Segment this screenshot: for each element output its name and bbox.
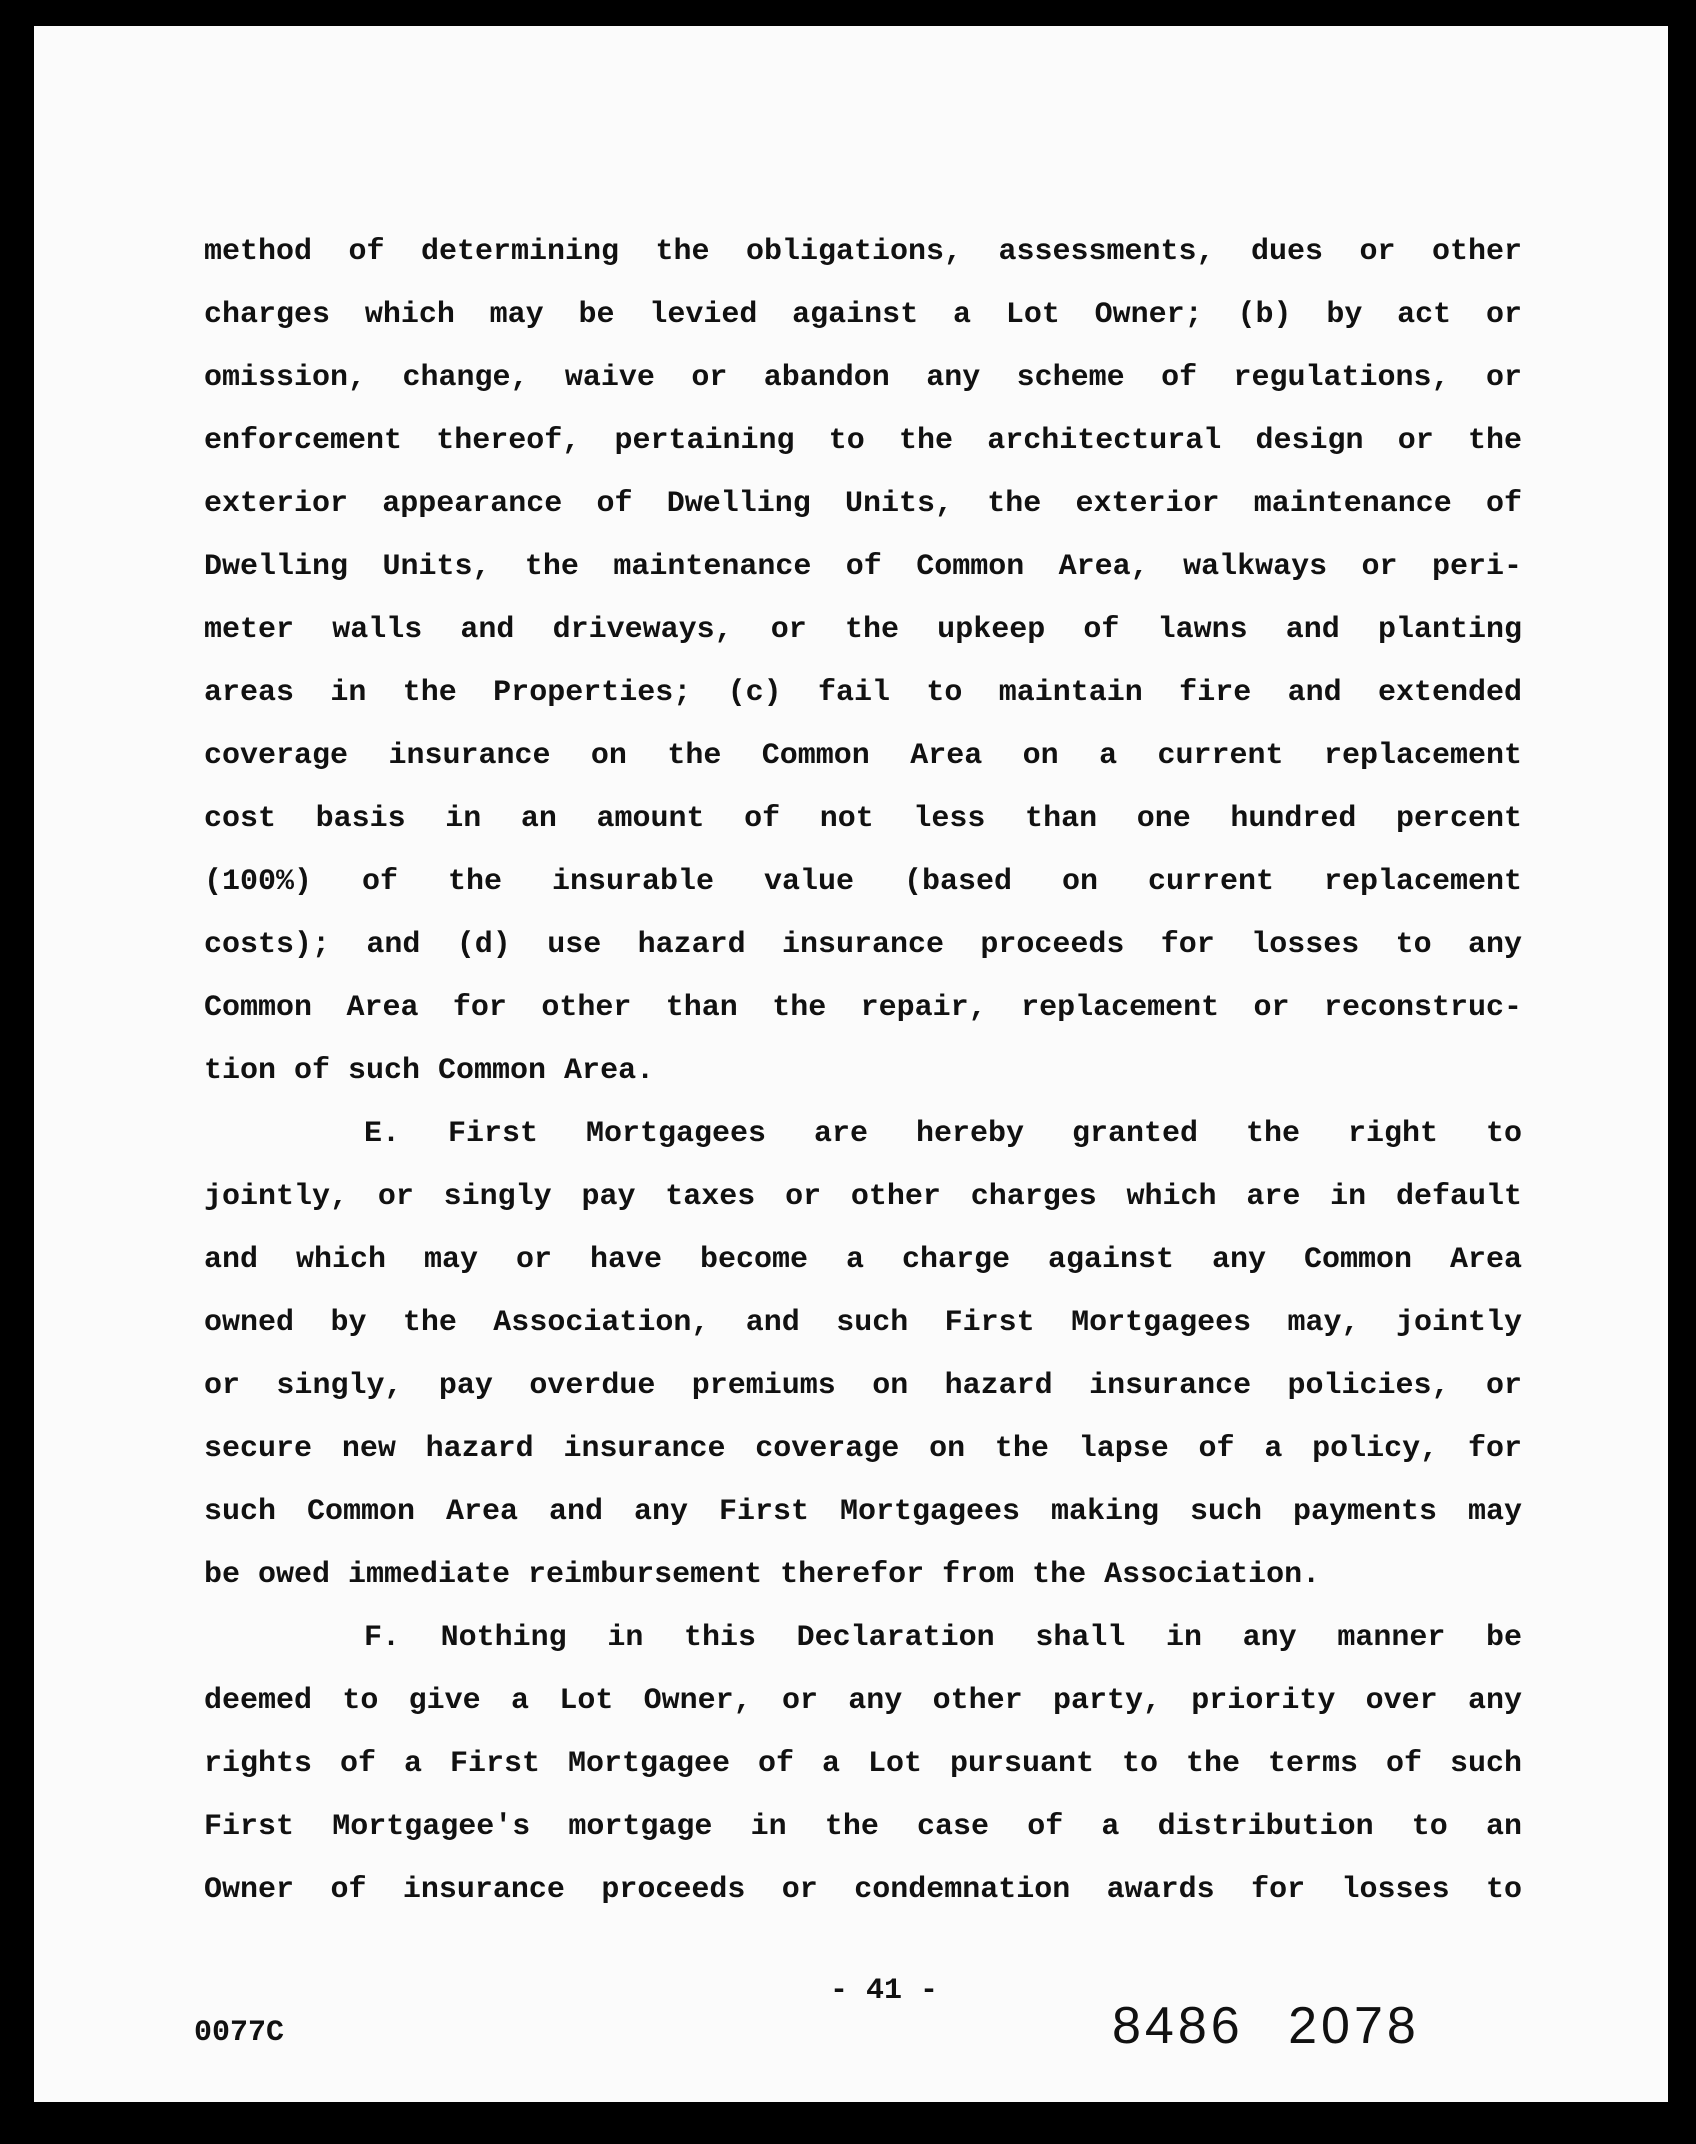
text-line: deemed to give a Lot Owner, or any other party, priority over any <box>204 1684 1522 1718</box>
text-line: Common Area for other than the repair, replacement or reconstruc- <box>204 991 1522 1025</box>
text-line: areas in the Properties; (c) fail to maintain fire and extended <box>204 676 1522 710</box>
text-line: jointly, or singly pay taxes or other charges which are in default <box>204 1180 1522 1214</box>
text-line: owned by the Association, and such First Mortgagees may, jointly <box>204 1306 1522 1340</box>
text-line: method of determining the obligations, assessments, dues or other <box>204 235 1522 269</box>
text-line: rights of a First Mortgagee of a Lot pursuant to the terms of such <box>204 1747 1522 1781</box>
text-line: Dwelling Units, the maintenance of Common Area, walkways or peri- <box>204 550 1522 584</box>
document-page <box>34 26 1668 2102</box>
text-line: omission, change, waive or abandon any scheme of regulations, or <box>204 361 1522 395</box>
text-line: be owed immediate reimbursement therefor from the Association. <box>204 1558 1321 1592</box>
text-line: such Common Area and any First Mortgagees making such payments may <box>204 1495 1522 1529</box>
document-code: 0077C <box>194 2016 285 2050</box>
text-line: enforcement thereof, pertaining to the architectural design or the <box>204 424 1522 458</box>
text-line: charges which may be levied against a Lot Owner; (b) by act or <box>204 298 1522 332</box>
text-line: tion of such Common Area. <box>204 1054 655 1088</box>
text-line: meter walls and driveways, or the upkeep of lawns and planting <box>204 613 1522 647</box>
stamp-number: 8486 2078 <box>1112 1997 1420 2055</box>
text-line: First Mortgagee's mortgage in the case of a distribution to an <box>204 1810 1522 1844</box>
text-line: costs); and (d) use hazard insurance proceeds for losses to any <box>204 928 1522 962</box>
text-line: and which may or have become a charge against any Common Area <box>204 1243 1522 1277</box>
text-line: F. Nothing in this Declaration shall in any manner be <box>364 1621 1522 1655</box>
text-line: or singly, pay overdue premiums on hazard insurance policies, or <box>204 1369 1522 1403</box>
body-text <box>204 221 1522 1922</box>
text-line: cost basis in an amount of not less than one hundred percent <box>204 802 1522 836</box>
page-number: - 41 - <box>829 1974 939 2008</box>
text-line: secure new hazard insurance coverage on the lapse of a policy, for <box>204 1432 1522 1466</box>
text-line: exterior appearance of Dwelling Units, the exterior maintenance of <box>204 487 1522 521</box>
text-line: (100%) of the insurable value (based on current replacement <box>204 865 1522 899</box>
text-line: E. First Mortgagees are hereby granted the right to <box>364 1117 1522 1151</box>
text-line: coverage insurance on the Common Area on a current replacement <box>204 739 1522 773</box>
text-line: Owner of insurance proceeds or condemnation awards for losses to <box>204 1873 1522 1907</box>
